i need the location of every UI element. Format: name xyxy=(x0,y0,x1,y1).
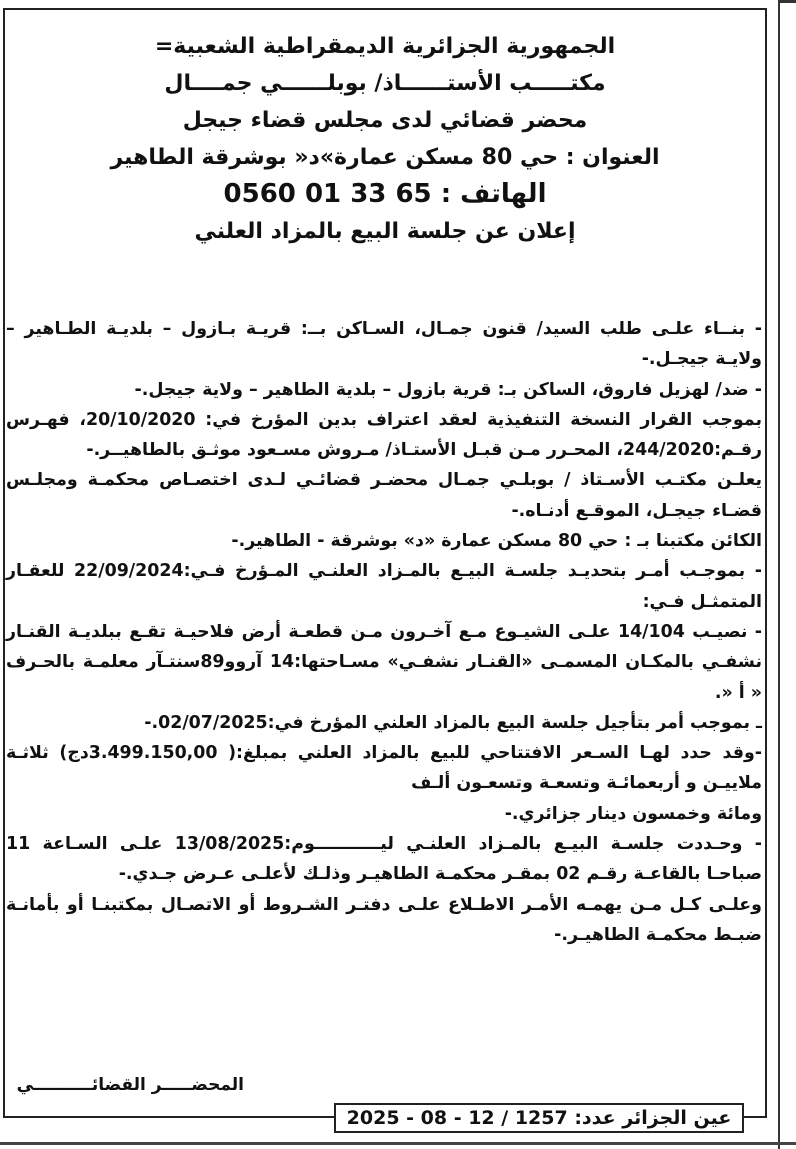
phone-label: الهاتف : xyxy=(440,179,547,209)
right-rule xyxy=(778,0,780,1149)
office-address: العنوان : حي 80 مسكن عمارة»د« بوشرقة الطاهير xyxy=(110,145,660,170)
body-paragraph: - بموجـب أمـر بتحديـد جلسـة البيـع بالمـزاد العلنـي المـؤرخ فـي:22/09/2024 للعقـار المتمثـل فـي: xyxy=(6,561,762,612)
body-paragraph: ومائة وخمسون دينار جزائري.- xyxy=(504,803,762,824)
notice-body xyxy=(6,314,762,950)
body-paragraph: وعلـى كـل مـن يهمـه الأمـر الاطـلاع علـى دفتـر الشـروط أو الاتصـال بمكتبنـا أو بأمانـة ضبـط محكمـة الطاهيـر.- xyxy=(6,894,762,945)
body-paragraph: ـ بموجب أمر بتأجيل جلسة البيع بالمزاد العلني المؤرخ في:02/07/2025.- xyxy=(144,712,762,733)
reference-label: عين الجزائر عدد: xyxy=(574,1107,732,1129)
body-paragraph: -وقد حدد لهـا السـعر الافتتاحي للبيع بالمزاد العلني بمبلغ:( 3.499.150,00دج) ثلاثـة ملاييـن و أربعمائـة وتسعـة وتسعـون ألـف xyxy=(6,743,762,794)
body-paragraph: بموجب القرار النسخة التنفيذية لعقد اعتراف بدين المؤرخ في: 20/10/2020، فهـرس رقـم:244/2020، المحـرر مـن قبـل الأستـاذ/ مـروش مسـعود موثـق بالطاهيــر.- xyxy=(6,409,762,461)
republic-title: الجمهورية الجزائرية الديمقراطية الشعبية= xyxy=(154,34,616,59)
phone-number: 65 33 01 0560 xyxy=(223,179,432,209)
publication-reference xyxy=(334,1103,744,1133)
bailiff-title: محضر قضائي لدى مجلس قضاء جيجل xyxy=(182,108,588,133)
reference-number: 2025 - 08 - 12 / 1257 xyxy=(346,1107,568,1129)
notice-header xyxy=(10,28,760,250)
top-rule xyxy=(778,0,796,3)
body-paragraph: - ضد/ لهزيل فاروق، الساكن بـ: قرية بازول – بلدية الطاهير – ولاية جيجل.- xyxy=(134,379,762,400)
body-paragraph: - بنــاء علـى طلب السيد/ قنون جمـال، السـاكن بــ: قريـة بـازول – بلديـة الطـاهير – ولايـة جيجـل.- xyxy=(6,319,762,370)
office-name: مكتـــــب الأستــــــاذ/ بوبلــــــي جمــــال xyxy=(164,71,606,96)
signature: المحضـــــر القضائــــــــــي xyxy=(16,1075,244,1095)
announcement-title: إعلان عن جلسة البيع بالمزاد العلني xyxy=(194,219,576,244)
body-paragraph: - وحـددت جلسـة البيـع بالمـزاد العلنـي ليـــــــــــوم:13/08/2025 علـى السـاعة 11 صباحـا بالقاعـة رقـم 02 بمقـر محكمـة الطاهيـر وذلـك لأعلـى عـرض جـدي.- xyxy=(6,834,762,885)
phone-line xyxy=(10,176,760,213)
body-paragraph: - نصيـب 14/104 علـى الشيـوع مـع آخـرون مـن قطعـة أرض فلاحيـة تقـع ببلديـة القنـار نشفـي بالمكـان المسمـى «القنـار نشفـي» مسـاحتها:14 آروو89سنتـآر معلمـة بالحـرف « أ «. xyxy=(6,621,762,703)
bottom-rule xyxy=(0,1142,796,1145)
body-paragraph: يعلـن مكتـب الأسـتاذ / بوبلـي جمـال محضـر قضائـي لـدى اختصـاص محكمـة ومجلـس قضـاء جيجـل، الموقـع أدنـاه.- xyxy=(6,470,762,521)
body-paragraph: الكائن مكتبنا بـ : حي 80 مسكن عمارة «د» بوشرقة - الطاهير.- xyxy=(231,531,762,552)
